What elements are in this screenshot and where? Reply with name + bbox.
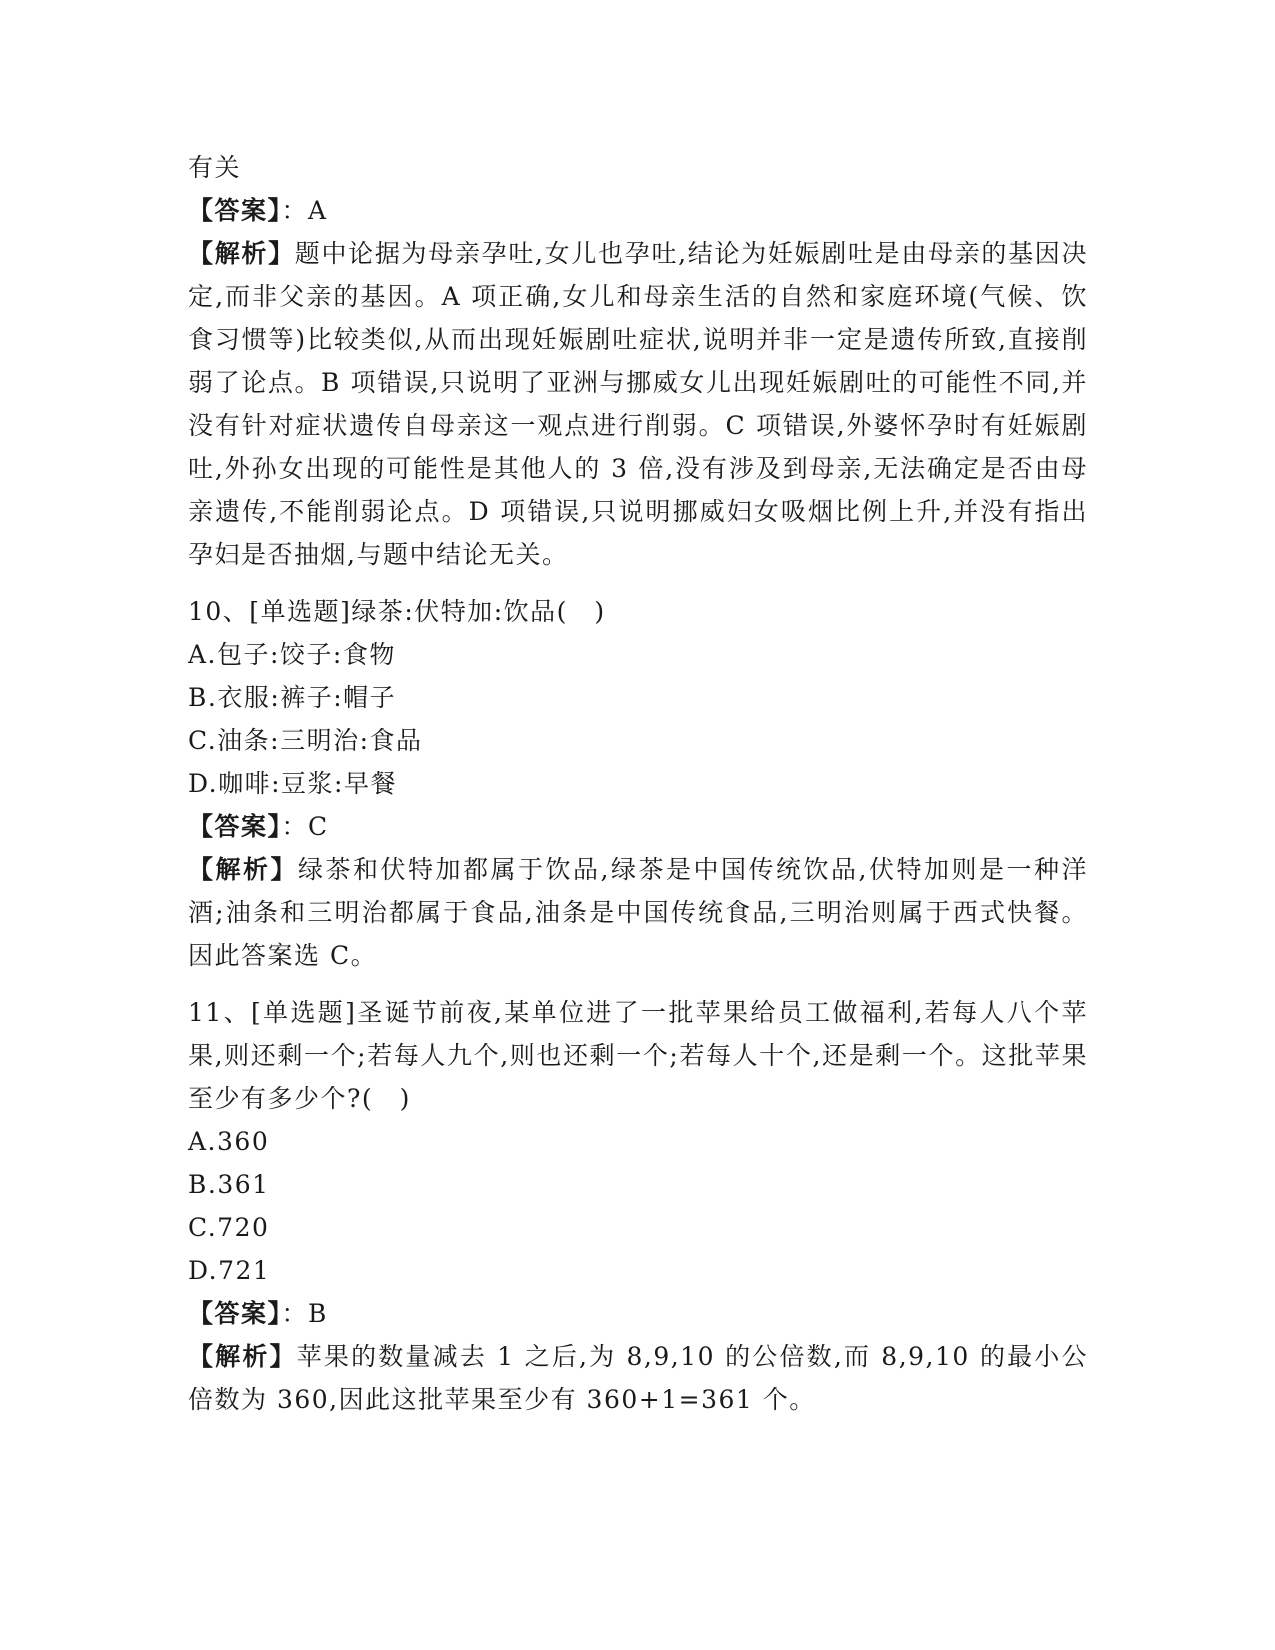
answer-separator: ： <box>281 196 309 225</box>
analysis-text: 绿茶和伏特加都属于饮品,绿茶是中国传统饮品,伏特加则是一种洋酒;油条和三明治都属于食品,油条是中国传统食品,三明治则属于西式快餐。因此答案选 C。 <box>188 855 1088 970</box>
answer-value: A <box>308 196 328 225</box>
question-11-stem: 11、[单选题]圣诞节前夜,某单位进了一批苹果给员工做福利,若每人八个苹果,则还剩一个;若每人九个,则也还剩一个;若每人十个,还是剩一个。这批苹果至少有多少个?( ) <box>188 998 1088 1113</box>
answer-label: 【答案】 <box>188 1299 282 1328</box>
question-10-option-b: B.衣服:裤子:帽子 <box>188 683 397 712</box>
question-10-answer <box>188 805 1088 848</box>
analysis-label: 【解析】 <box>188 1342 297 1371</box>
question-11-analysis <box>188 1335 1088 1421</box>
question-10-option-c: C.油条:三明治:食品 <box>188 726 423 755</box>
analysis-text: 题中论据为母亲孕吐,女儿也孕吐,结论为妊娠剧吐是由母亲的基因决定,而非父亲的基因。A 项正确,女儿和母亲生活的自然和家庭环境(气候、饮食习惯等)比较类似,从而出现妊娠剧吐症状,说明并非一定是遗传所致,直接削弱了论点。B 项错误,只说明了亚洲与挪威女儿出现妊娠剧吐的可能性不同,并没有针对症状遗传自母亲这一观点进行削弱。C 项错误,外婆怀孕时有妊娠剧吐,外孙女出现的可能性是其他人的 3 倍,没有涉及到母亲,无法确定是否由母亲遗传,不能削弱论点。D 项错误,只说明挪威妇女吸烟比例上升,并没有指出孕妇是否抽烟,与题中结论无关。 <box>188 239 1088 569</box>
question-11-option-a: A.360 <box>188 1127 270 1156</box>
answer-label: 【答案】 <box>188 196 282 225</box>
question-11-option-c: C.720 <box>188 1213 270 1242</box>
question-9-answer <box>188 189 1088 232</box>
question-10-option-d: D.咖啡:豆浆:早餐 <box>188 769 397 798</box>
question-spacer <box>188 576 1088 590</box>
question-spacer <box>188 977 1088 991</box>
question-11-option-b: B.361 <box>188 1170 270 1199</box>
question-9-stem-tail: 有关 <box>188 153 242 182</box>
question-9-analysis <box>188 232 1088 576</box>
answer-value: C <box>308 812 329 841</box>
analysis-text: 苹果的数量减去 1 之后,为 8,9,10 的公倍数,而 8,9,10 的最小公倍数为 360,因此这批苹果至少有 360+1=361 个。 <box>188 1342 1088 1414</box>
answer-separator: ： <box>281 812 309 841</box>
question-10-stem: 10、[单选题]绿茶:伏特加:饮品( ) <box>188 597 606 626</box>
answer-label: 【答案】 <box>188 812 282 841</box>
question-10-option-a: A.包子:饺子:食物 <box>188 640 396 669</box>
answer-value: B <box>308 1299 328 1328</box>
question-11-option-d: D.721 <box>188 1256 271 1285</box>
analysis-label: 【解析】 <box>188 239 295 268</box>
analysis-label: 【解析】 <box>188 855 299 884</box>
question-11-answer <box>188 1292 1088 1335</box>
answer-separator: ： <box>281 1299 309 1328</box>
page-content <box>188 146 1088 1421</box>
question-10-analysis <box>188 848 1088 977</box>
